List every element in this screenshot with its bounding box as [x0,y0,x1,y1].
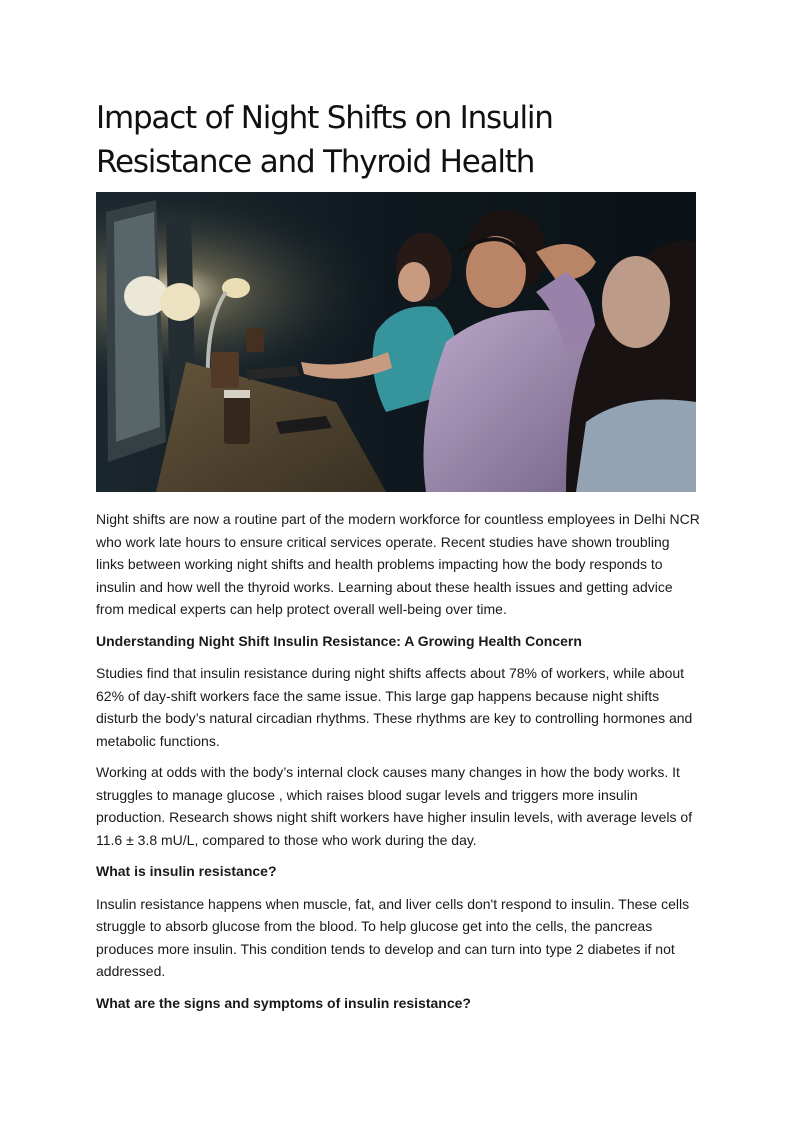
section-heading: What are the signs and symptoms of insulin resistance? [96,994,471,1011]
paragraph-intro: Night shifts are now a routine part of the modern workforce for countless employees in Delhi NCR who work late hours to ensure critical services operate. Recent studies have shown troubling links between working night shifts and health problems impacting how the body responds to insulin and how well the thyroid works. Learning about these health issues and getting advice from medical experts can help protect overall well-being over time. [96,511,700,617]
document-page [96,96,700,1024]
paragraph: Studies find that insulin resistance during night shifts affects about 78% of workers, while about 62% of day-shift workers face the same issue. This large gap happens because night shifts disturb the body’s natural circadian rhythms. These rhythms are key to controlling hormones and metabolic functions. [96,665,693,749]
hero-image [96,192,696,492]
section-heading: Understanding Night Shift Insulin Resistance: A Growing Health Concern [96,632,582,649]
paragraph: Insulin resistance happens when muscle, fat, and liver cells don't respond to insulin. These cells struggle to absorb glucose from the blood. To help glucose get into the cells, the pancreas produces more insulin. This condition tends to develop and can turn into type 2 diabetes if not addressed. [96,895,690,979]
section-heading: What is insulin resistance? [96,863,277,879]
paragraph: Working at odds with the body’s internal clock causes many changes in how the body works. It struggles to manage glucose , which raises blood sugar levels and triggers more insulin production. Research shows night shift workers have higher insulin levels, with average levels of 11.6 ± 3.8 mU/L, compared to those who work during the day. [96,764,693,848]
page-title: Impact of Night Shifts on Insulin Resistance and Thyroid Health [96,100,553,180]
